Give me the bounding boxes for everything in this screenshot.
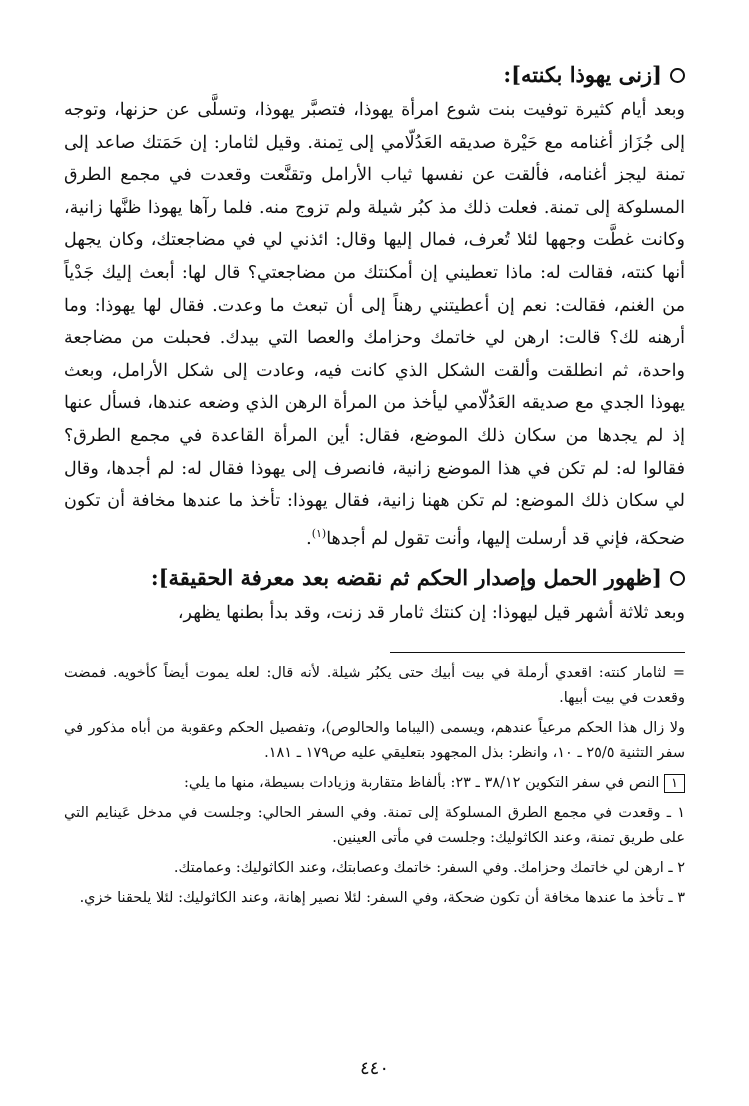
footnote-continuation: = لثامار كنته: اقعدي أرملة في بيت أبيك حتى يكبُر شيلة. لأنه قال: لعله يموت أيضاً كأخويه. فمضت وقعدت في بيت أبيها. — [64, 664, 685, 706]
footnote-item-1: ١ ـ وقعدت في مجمع الطرق المسلوكة إلى تمنة. وفي السفر الحالي: وجلست في مدخل عَينايم التي على طريق تمنة، وعند الكاثوليك: وجلست في مأتى العينين. — [64, 804, 685, 846]
section-body-adultery: وبعد أيام كثيرة توفيت بنت شوع امرأة يهوذا، فتصبَّر يهوذا، وتسلَّى عن حزنها، وتوجه إلى جُزَاز أغنامه مع حَيْرة صديقه العَدُلّامي إلى تِمنة. وقيل لثامار: إن حَمَتك صاعد إلى تمنة ليجز أغنامه، فألقت عن نفسها ثياب الأرامل وتقنَّعت وقعدت في مجمع الطرق المسلوكة إلى تمنة. فعلت ذلك مذ كبُر شيلة ولم تزوج منه. فلما رآها يهوذا ظنَّها زانية، وكانت غطَّت وجهها لئلا تُعرف، فمال إليها وقال: ائذني لي في مضاجعتك، وكان يجهل أنها كنته، فقالت له: ماذا تعطيني إن أمكنتك من مضاجعتي؟ قال لها: أبعث إليك جَدْياً من الغنم، فقالت: نعم إن أعطيتني رهناً إلى أن تبعث ما وعدت. فقال لها يهوذا: وما أرهنه لك؟ قالت: ارهن لي خاتمك وحزامك والعصا التي بيدك. فحبلت من مضاجعة واحدة، ثم انطلقت وألقت الشكل الذي كانت فيه، وعادت إلى شكل الأرامل، وبعث يهوذا الجدي مع صديقه العَدُلّامي ليأخذ من المرأة الرهن الذي وضعه عندها، فسأل عنها إذ لم يجدها من سكان ذلك الموضع، فقال: أين المرأة القاعدة في مجمع الطرق؟ فقالوا له: لم تكن في هذا الموضع زانية، فانصرف إلى يهوذا فقال له: لم أجدها، وقال لي سكان ذلك الموضع: لم تكن ههنا زانية، فقال يهوذا: تأخذ ما عندها مخافة أن تكون ضحكة، فإني قد أرسلت إليها، وأنت تقول لم أجدها$^{(١)}$. — [64, 100, 685, 549]
section-body-pregnancy: وبعد ثلاثة أشهر قيل ليهوذا: إن كنتك ثامار قد زنت، وقد بدأ بطنها يظهر، — [177, 603, 685, 624]
footnote-number-box: ١ — [664, 774, 685, 793]
footnote-divider — [390, 652, 685, 653]
section-heading-text: [زنى يهوذا بكنته]: — [503, 62, 662, 87]
footnote-item-3: ٣ ـ تأخذ ما عندها مخافة أن تكون ضحكة، وفي السفر: لئلا نصير إهانة، وعند الكاثوليك: لئلا يلحقنا خزي. — [79, 889, 685, 906]
section-heading-pregnancy — [64, 563, 685, 593]
footnote-1 — [64, 771, 685, 796]
circle-bullet-icon — [670, 68, 685, 83]
body-text: وبعد أيام كثيرة توفيت بنت شوع امرأة يهوذا، فتصبَّر يهوذا، وتسلَّى عن حزنها، وتوجه إلى جُزَاز أغنامه مع حَيْرة صديقه العَدُلّامي إلى تِمنة. وقيل لثامار: إن حَمَتك صاعد إلى تمنة ليجز أغنامه، فألقت عن نفسها ثياب الأرامل وتقنَّعت وقعدت في مجمع الطرق المسلوكة إلى تمنة. فعلت ذلك مذ كبُر شيلة ولم تزوج منه. فلما رآها يهوذا ظنَّها زانية، وكانت غطَّت وجهها لئلا تُعرف، فمال إليها وقال: ائذني لي في مضاجعتك، وكان يجهل أنها كنته، فقالت له: ماذا تعطيني إن أمكنتك من مضاجعتي؟ قال لها: أبعث إليك جَدْياً من الغنم، فقالت: نعم إن أعطيتني رهناً إلى أن تبعث ما وعدت. فقال لها يهوذا: وما أرهنه لك؟ قالت: ارهن لي خاتمك وحزامك والعصا التي بيدك. فحبلت من مضاجعة واحدة، ثم انطلقت وألقت الشكل الذي كانت فيه، وعادت إلى شكل الأرامل، وبعث يهوذا الجدي مع صديقه العَدُلّامي ليأخذ من المرأة الرهن الذي وضعه عندها، فسأل عنها إذ لم يجدها من سكان ذلك الموضع، فقال: أين المرأة القاعدة في مجمع الطرق؟ فقالوا له: لم تكن في هذا الموضع زانية، فانصرف إلى يهوذا فقال له: لم أجدها، وقال لي سكان ذلك الموضع: لم تكن ههنا زانية، فقال يهوذا: تأخذ ما عندها مخافة أن تكون ضحكة، فإني قد أرسلت إليها، وأنت تقول لم أجدها — [64, 100, 685, 549]
section-heading-text: [ظهور الحمل وإصدار الحكم ثم نقضه بعد معرفة الحقيقة]: — [150, 565, 662, 591]
circle-bullet-icon — [670, 571, 685, 586]
footnote-paragraph: ولا زال هذا الحكم مرعياً عندهم، ويسمى (اليباما والحالوص)، وتفصيل الحكم وعقوبة من أباه مذكور في سفر التثنية ٢٥/٥ ـ ١٠، وانظر: بذل المجهود بتعليقي عليه ص١٧٩ ـ ١٨١. — [64, 719, 685, 761]
footnote-item-2: ٢ ـ ارهن لي خاتمك وحزامك. وفي السفر: خاتمك وعصابتك، وعند الكاثوليك: وعمامتك. — [173, 859, 685, 876]
section-heading-adultery — [64, 60, 685, 90]
footnote-text: النص في سفر التكوين ٣٨/١٢ ـ ٢٣: بألفاظ متقاربة وزيادات بسيطة، منها ما يلي: — [183, 774, 660, 791]
page-number: ٤٤٠ — [359, 1058, 389, 1079]
footnote-reference: (١) — [311, 526, 327, 540]
